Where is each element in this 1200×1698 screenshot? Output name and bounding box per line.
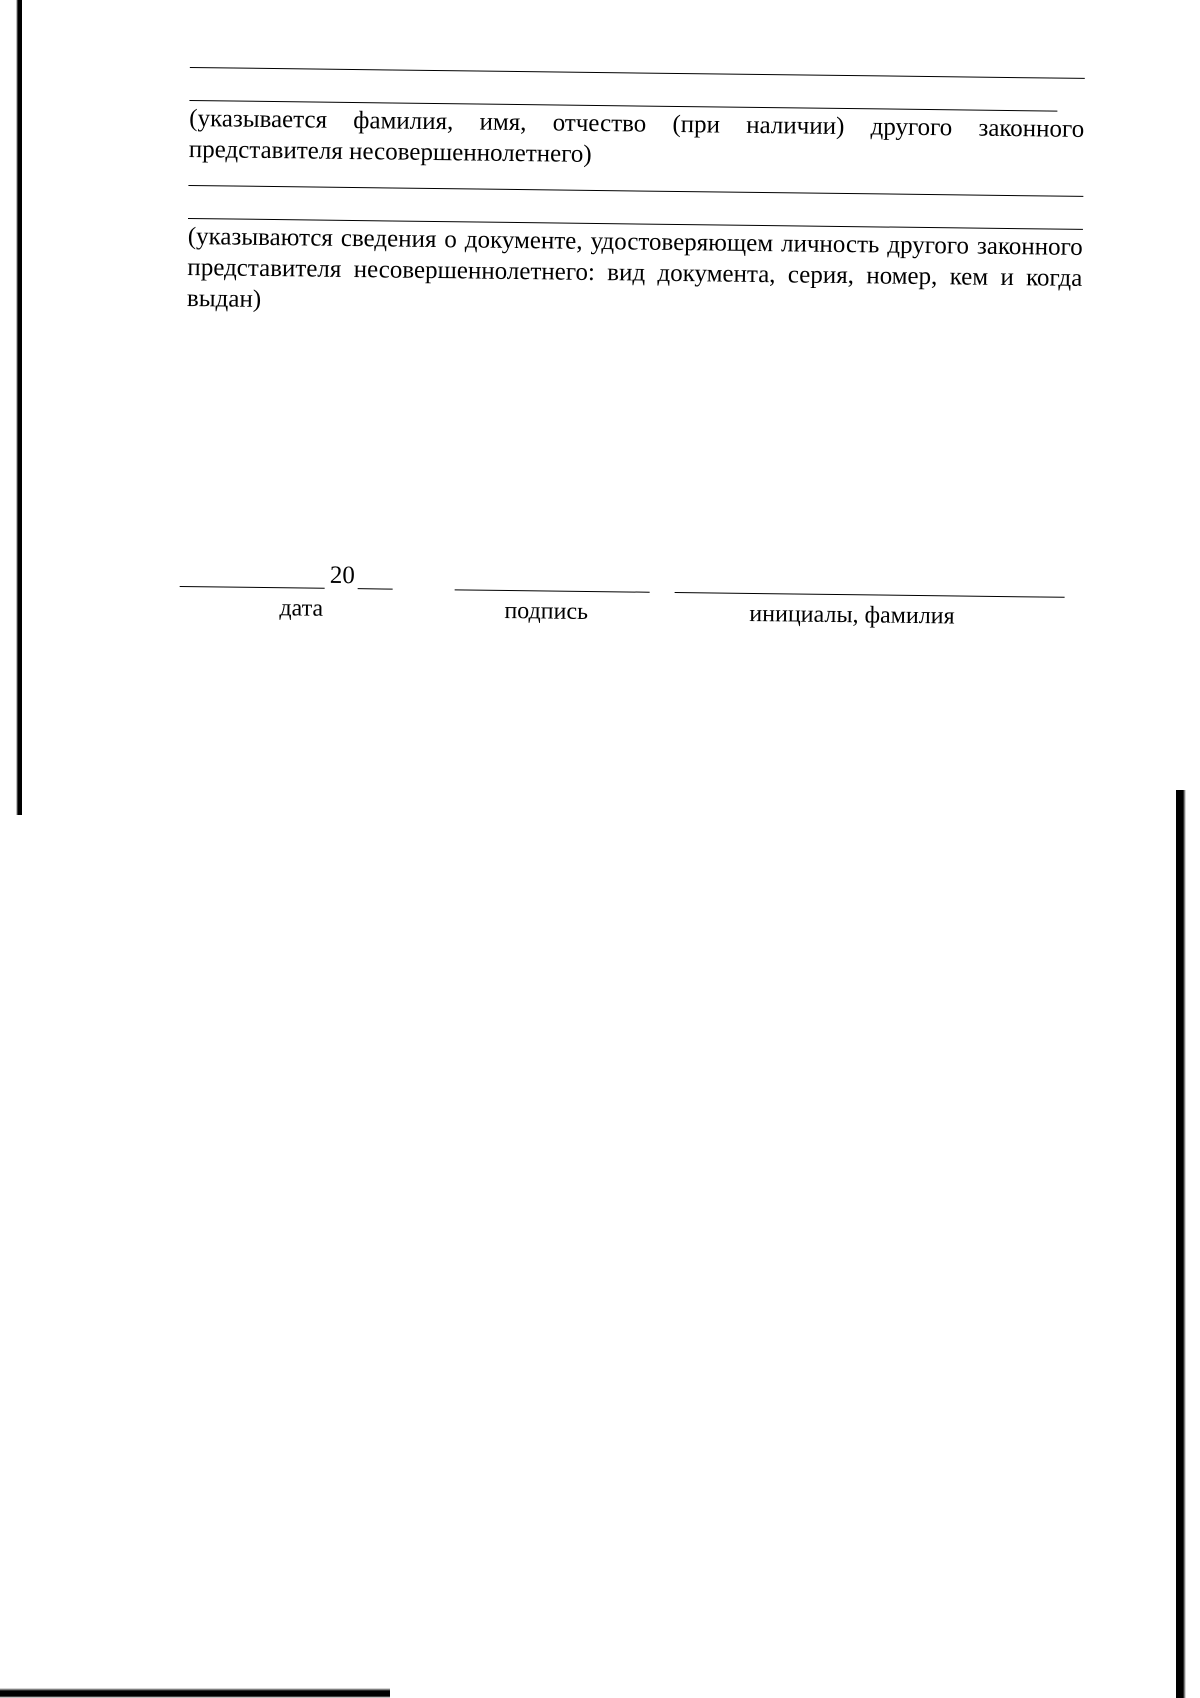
- representative-name-section: [189, 67, 1085, 176]
- signature-block: [179, 560, 1080, 651]
- initials-surname-line[interactable]: [675, 592, 1065, 598]
- representative-document-line-1[interactable]: [188, 185, 1083, 197]
- representative-name-line-1[interactable]: [190, 67, 1085, 79]
- scan-right-edge: [1176, 790, 1200, 1698]
- signature-line[interactable]: [455, 589, 650, 592]
- scan-bottom-edge: [0, 1688, 390, 1698]
- representative-document-section: [187, 185, 1084, 325]
- scan-left-edge: [0, 0, 22, 815]
- date-year-prefix: 20: [329, 561, 355, 590]
- date-caption: дата: [279, 595, 324, 622]
- form-content: [187, 55, 1085, 325]
- representative-document-hint: (указываются сведения о документе, удостоверяющем личность другого законного представителя несовершеннолетнего: вид документа, серия, номер, кем и когда выдан): [186, 222, 1083, 313]
- representative-name-hint: (указывается фамилия, имя, отчество (при наличии) другого законного представителя несовершеннолетнего): [188, 104, 1085, 168]
- signature-caption: подпись: [504, 597, 589, 625]
- initials-surname-caption: инициалы, фамилия: [749, 600, 955, 630]
- date-year-line[interactable]: [358, 588, 393, 589]
- date-day-month-line[interactable]: [180, 586, 325, 589]
